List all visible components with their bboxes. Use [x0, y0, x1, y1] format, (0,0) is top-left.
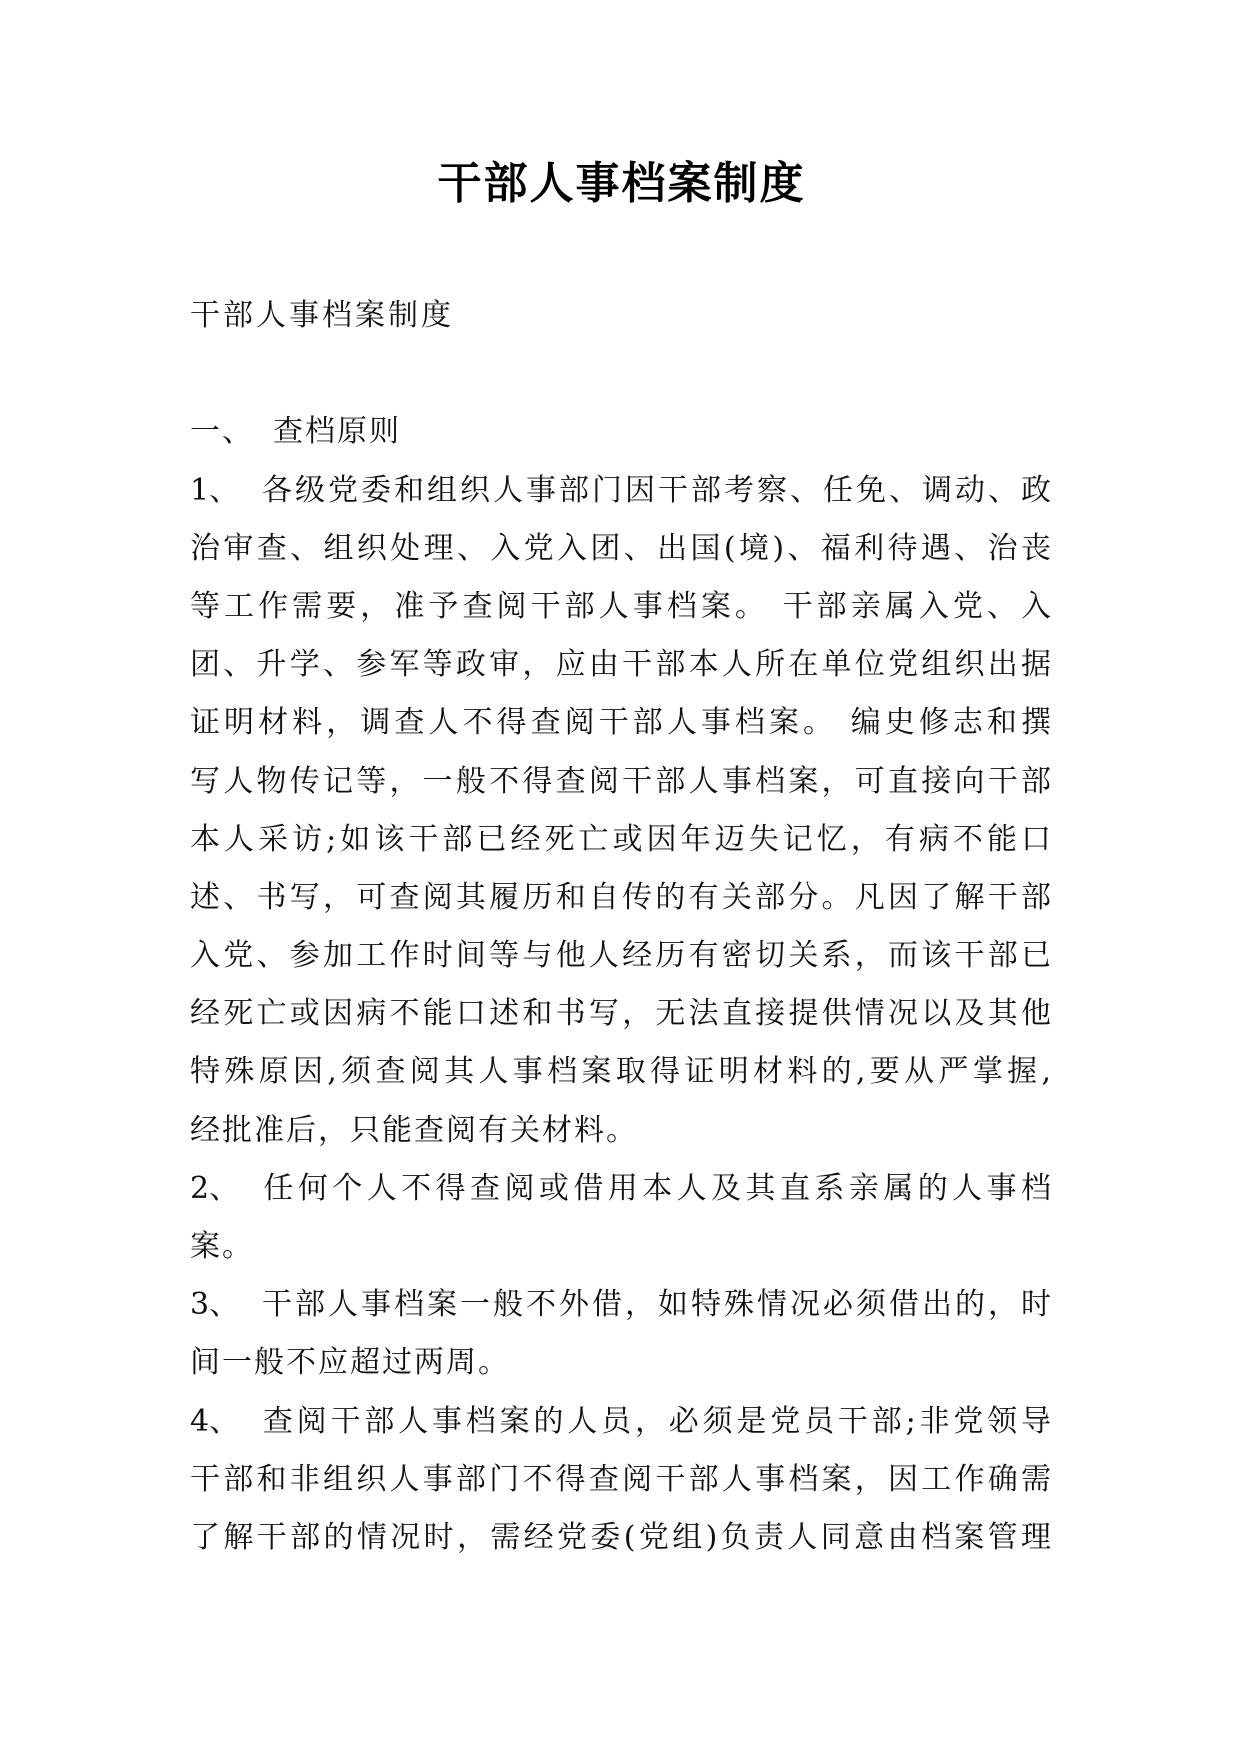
list-number: 4、: [190, 1403, 240, 1439]
list-number: 3、: [190, 1287, 240, 1323]
paragraph-line: [190, 1160, 1051, 1218]
list-item-2: [190, 1160, 1051, 1276]
document-subtitle: 干部人事档案制度: [190, 298, 454, 333]
list-item-4: [190, 1393, 1051, 1568]
document-body: [190, 287, 1051, 1567]
line-text: 任何个人不得查阅或借用本人及其直系亲属的人事档: [259, 1170, 1051, 1206]
section-heading-row: [190, 403, 1051, 461]
paragraph-line: 治审查、组织处理、入党入团、出国(境)、福利待遇、治丧: [190, 530, 1051, 566]
section-heading: 查档原则: [273, 414, 401, 450]
list-item-3: [190, 1276, 1051, 1392]
page-title: 干部人事档案制度: [437, 158, 806, 209]
paragraph-line: 了解干部的情况时，需经党委(党组)负责人同意由档案管理: [190, 1519, 1051, 1555]
line-text: 各级党委和组织人事部门因干部考察、任免、调动、政: [259, 472, 1051, 508]
paragraph-line: [190, 462, 1051, 520]
list-item-1: [190, 462, 1051, 1160]
paragraph-line: 写人物传记等，一般不得查阅干部人事档案，可直接向干部: [190, 763, 1051, 799]
line-text: 查阅干部人事档案的人员，必须是党员干部;非党领导: [259, 1403, 1051, 1439]
paragraph-line: 团、升学、参军等政审，应由干部本人所在单位党组织出据: [190, 647, 1051, 683]
paragraph-line: 经批准后，只能查阅有关材料。: [190, 1112, 638, 1148]
paragraph-line: [190, 1393, 1051, 1451]
list-number: 1、: [190, 472, 240, 508]
line-text: 干部人事档案一般不外借，如特殊情况必须借出的，时: [259, 1287, 1051, 1323]
paragraph-line: 证明材料，调查人不得查阅干部人事档案。 编史修志和撰: [190, 705, 1051, 741]
paragraph-line: 本人采访;如该干部已经死亡或因年迈失记忆，有病不能口: [190, 821, 1051, 857]
list-number: 2、: [190, 1170, 240, 1206]
paragraph-line: 等工作需要，准予查阅干部人事档案。 干部亲属入党、入: [190, 588, 1051, 624]
paragraph-line: 案。: [190, 1229, 254, 1264]
paragraph-line: 干部和非组织人事部门不得查阅干部人事档案，因工作确需: [190, 1461, 1051, 1497]
paragraph-line: 入党、参加工作时间等与他人经历有密切关系，而该干部已: [190, 938, 1051, 974]
paragraph-line: 述、书写，可查阅其履历和自传的有关部分。凡因了解干部: [190, 879, 1051, 915]
section-number: 一、: [190, 414, 254, 450]
paragraph-line: 特殊原因,须查阅其人事档案取得证明材料的,要从严掌握,: [190, 1054, 1051, 1090]
paragraph-line: [190, 1276, 1051, 1334]
paragraph-line: 间一般不应超过两周。: [190, 1345, 510, 1381]
paragraph-line: 经死亡或因病不能口述和书写，无法直接提供情况以及其他: [190, 996, 1051, 1032]
